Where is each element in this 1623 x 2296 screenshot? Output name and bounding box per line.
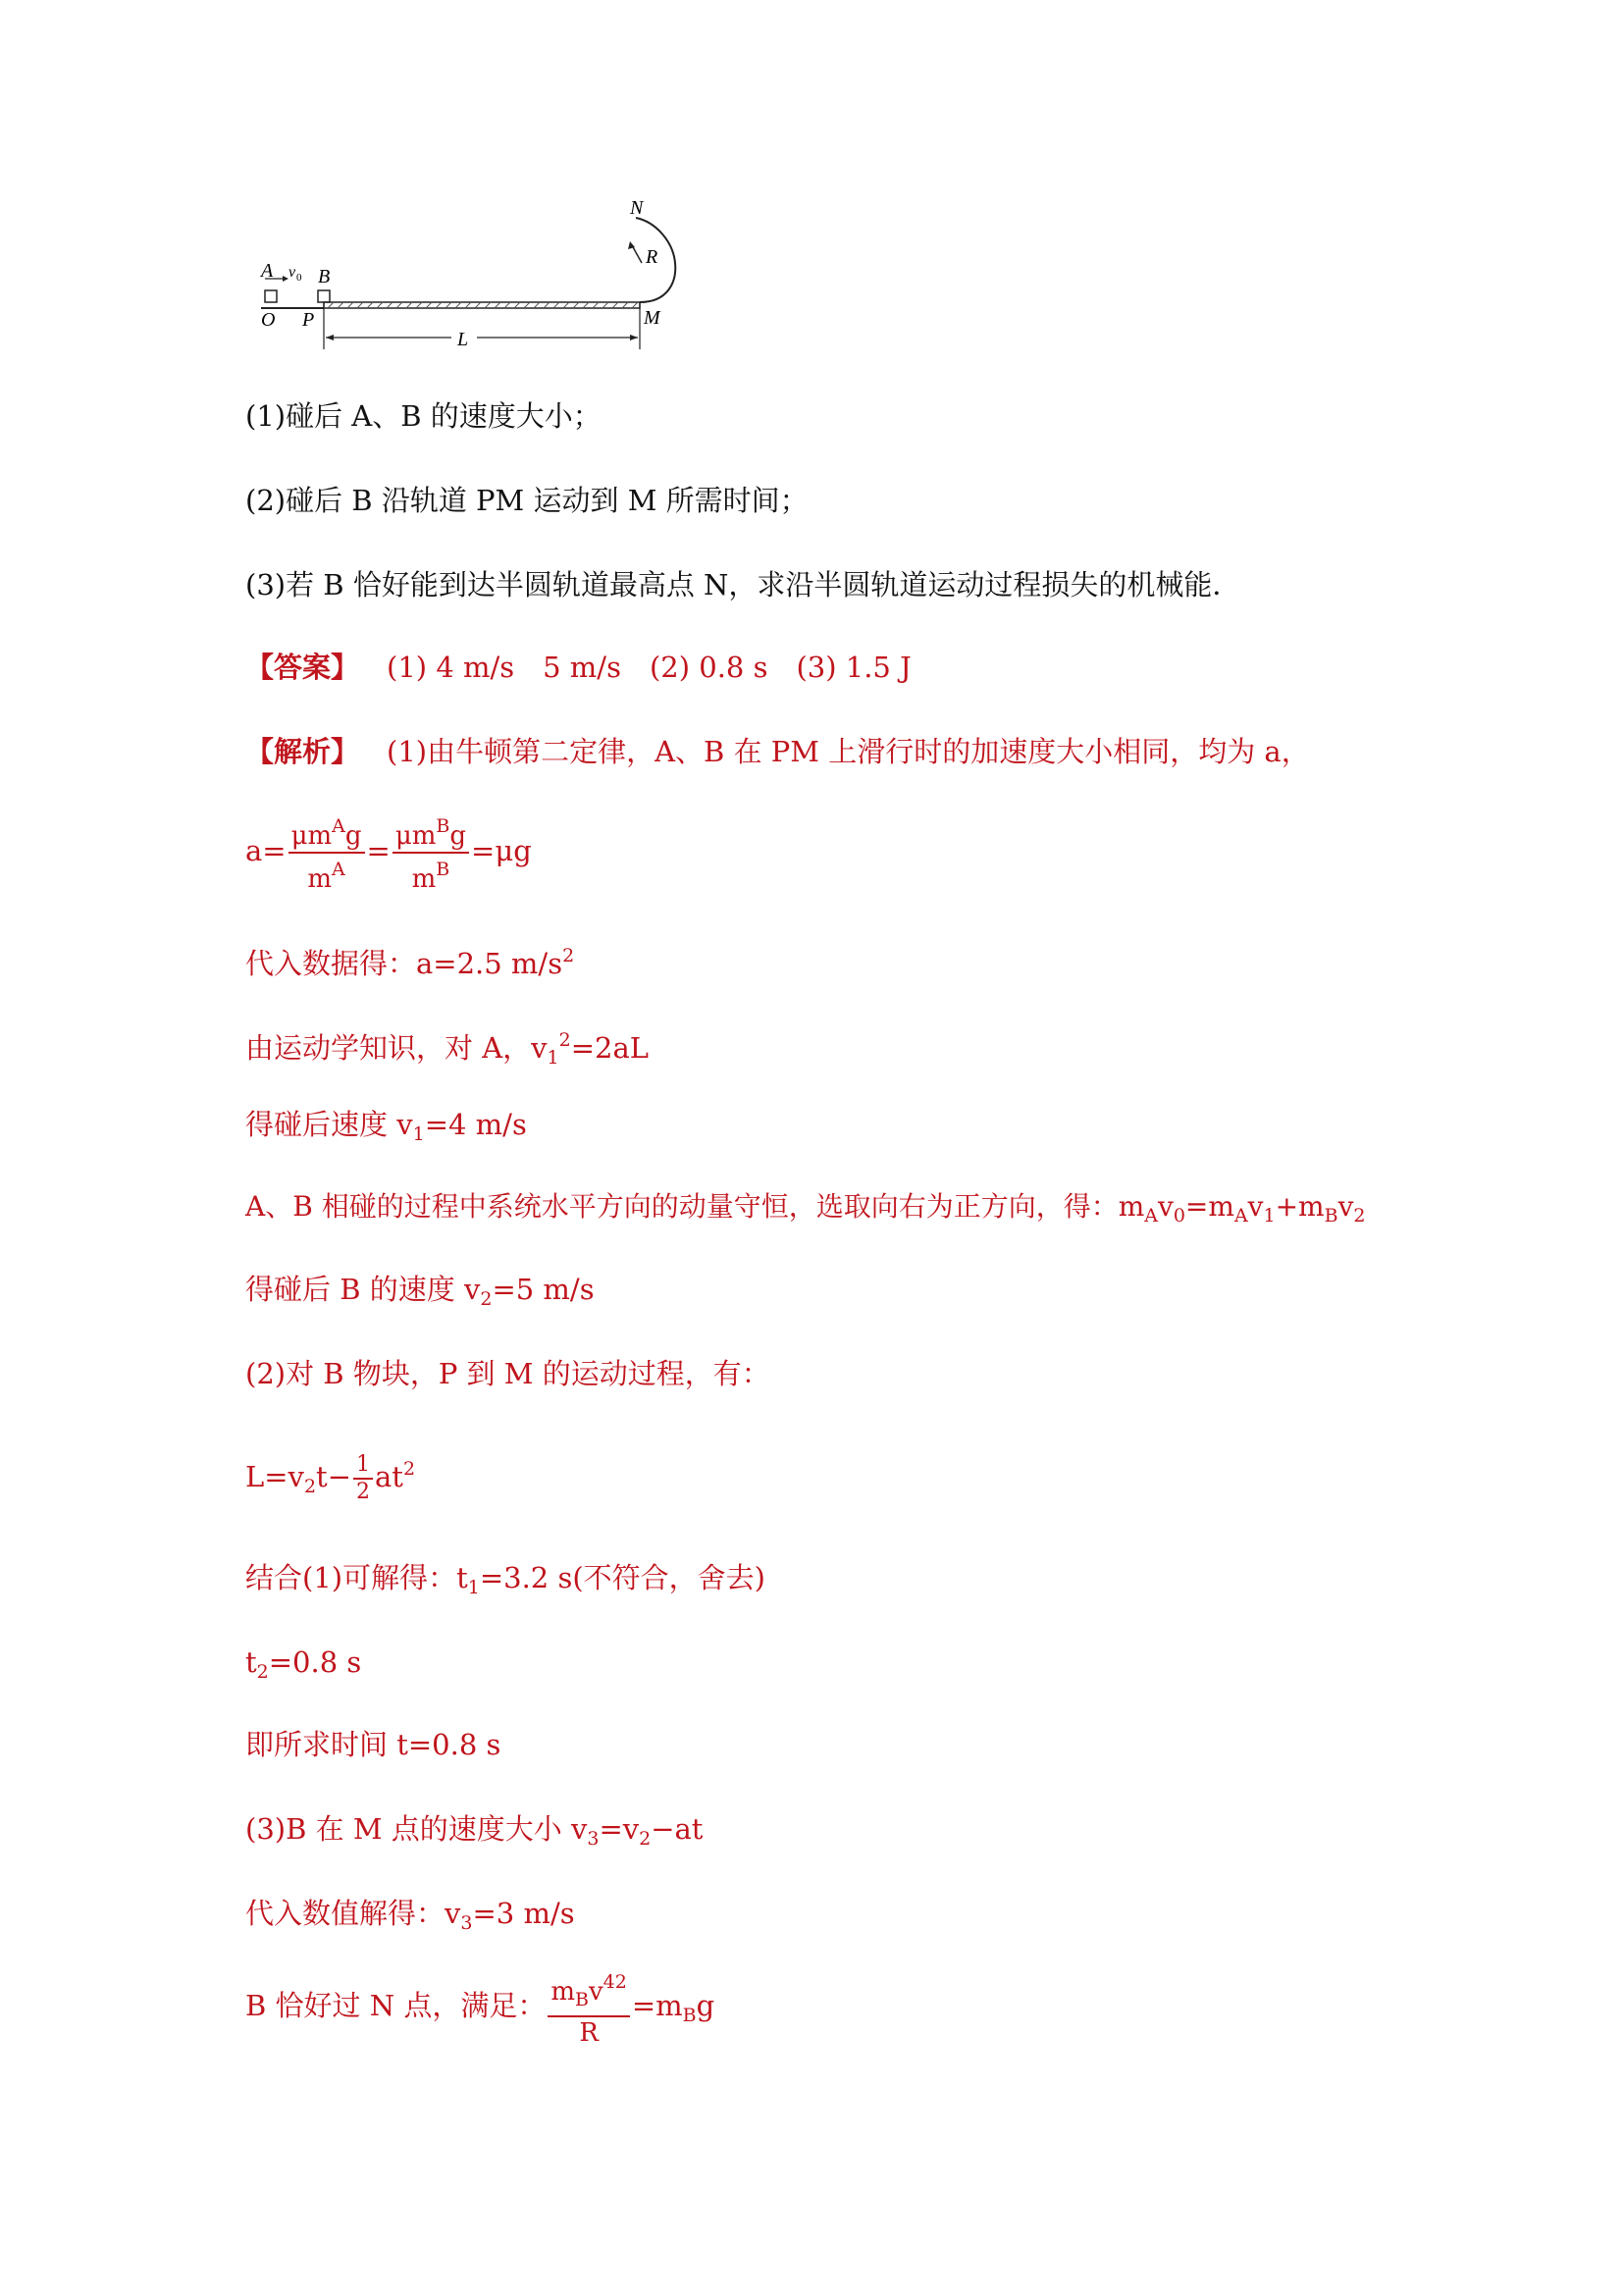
frac2-numerator: $\mu m^Bg$ — [393, 810, 469, 854]
answer-tag: 【答案】 — [245, 651, 360, 684]
line-n-condition: B 恰好过 N 点，满足： $\frac{m_Bv^{42}}{R}$ $=m_Bg$ — [245, 1966, 714, 2053]
radius-arrow — [632, 245, 642, 263]
line-data: 代入数据得：a=2.5 $m/s^2$ — [245, 945, 575, 980]
label-m: M — [644, 307, 660, 329]
line-kinematics: 由运动学知识，对 A，$v_1^2=2aL$ — [245, 1029, 650, 1069]
frac1-denominator: $m^A$ — [307, 859, 345, 894]
block-b — [318, 290, 330, 302]
track-diagram — [245, 194, 677, 361]
answer-text: (1) 4 m/s 5 m/s (2) 0.8 s (3) 1.5 J — [387, 651, 912, 684]
label-r: R — [646, 246, 658, 268]
label-v0-sub: 0 — [296, 272, 302, 284]
line-v2: 得碰后 B 的速度 $v_2=5$ m/s — [245, 1273, 595, 1310]
rough-track — [324, 302, 640, 308]
label-b: B — [318, 266, 331, 287]
analysis-tag: 【解析】 — [245, 735, 360, 768]
label-o: O — [261, 309, 276, 331]
equation-displacement: $L=v_2t-$ $\frac{1}{2}$ $at^2$ — [245, 1452, 416, 1504]
label-a: A — [261, 260, 274, 282]
answer-line — [245, 648, 912, 687]
frac2-denominator: $m^B$ — [411, 859, 450, 894]
analysis-intro: (1)由牛顿第二定律，A、B 在 PM 上滑行时的加速度大小相同，均为 a， — [387, 735, 1310, 768]
line-v3: 代入数值解得：$v_3=3$ m/s — [245, 1897, 575, 1934]
line-t: 即所求时间 t=0.8 s — [245, 1728, 501, 1761]
block-a — [265, 290, 277, 302]
line-v1: 得碰后速度 $v_1=4$ m/s — [245, 1108, 527, 1145]
question-3: (3)若 B 恰好能到达半圆轨道最高点 N，求沿半圆轨道运动过程损失的机械能． — [245, 568, 1241, 601]
line-t2: $t_2=0.8$ s — [245, 1645, 362, 1683]
label-l: L — [457, 329, 469, 350]
label-v0: v — [288, 264, 296, 281]
frac1-numerator: $\mu m^Ag$ — [288, 810, 365, 854]
line-part3: (3)B 在 M 点的速度大小 $v_3=v_2-at$ — [245, 1812, 704, 1850]
analysis-intro-line — [245, 732, 1310, 771]
line-momentum: A、B 相碰的过程中系统水平方向的动量守恒，选取向右为正方向，得：$m_Av_0=m_Av_1+m_Bv_2$ — [245, 1190, 1366, 1226]
line-part2: (2)对 B 物块，P 到 M 的运动过程，有： — [245, 1357, 770, 1390]
label-p: P — [302, 309, 315, 331]
label-n: N — [630, 197, 644, 219]
question-1: (1)碰后 A、B 的速度大小； — [245, 399, 602, 433]
question-2: (2)碰后 B 沿轨道 PM 运动到 M 所需时间； — [245, 484, 809, 517]
equation-acceleration: a= $\frac{\mu m^Ag}{m^A}$ = $\frac{\mu m^Bg}{m^B}$ =μg — [245, 810, 532, 895]
line-t1: 结合(1)可解得：$t_1=3.2$ s(不符合，舍去) — [245, 1561, 765, 1598]
